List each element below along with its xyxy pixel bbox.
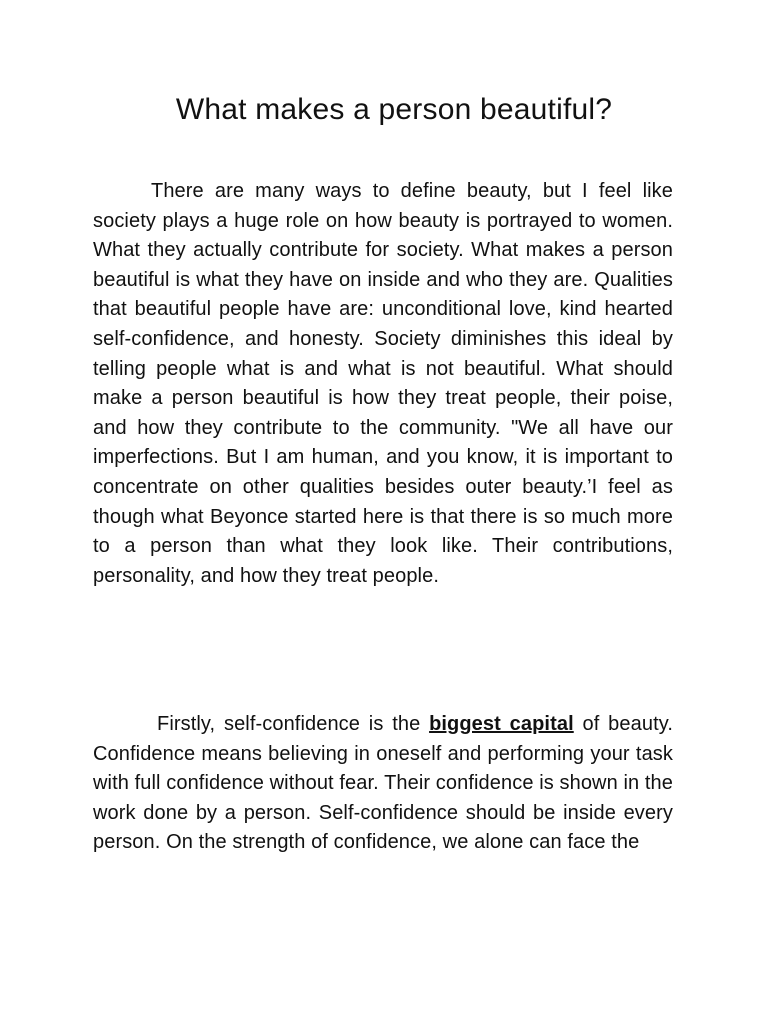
document-title: What makes a person beautiful? bbox=[175, 93, 613, 126]
paragraph-2-rest: of beauty. Confidence means believing in oneself and performing your task with full confidence without fear. Their confidence is shown in the work done by a person. Self-confidence should be inside every person. On the strength of confidence, we alone can face the bbox=[93, 713, 673, 854]
paragraph-2-lead: Firstly, self-confidence is the bbox=[157, 713, 430, 735]
paragraph-1: There are many ways to define beauty, but I feel like society plays a huge role on how beauty is portrayed to women. What they actually contribute for society. What makes a person beautiful is what they have on inside and who they are. Qualities that beautiful people have are: unconditional love, kind hearted self-confidence, and honesty. Society diminishes this ideal by telling people what is and what is not beautiful. What should make a person beautiful is how they treat people, their poise, and how they contribute to the community. "We all have our imperfections. But I am human, and you know, it is important to concentrate on other qualities besides outer beauty.’I feel as though what Beyonce started here is that there is so much more to a person than what they look like. Their contributions, personality, and how they treat people. bbox=[93, 180, 673, 587]
biggest-capital-emphasis: biggest capital bbox=[429, 713, 574, 735]
paragraph-2 bbox=[93, 710, 673, 858]
